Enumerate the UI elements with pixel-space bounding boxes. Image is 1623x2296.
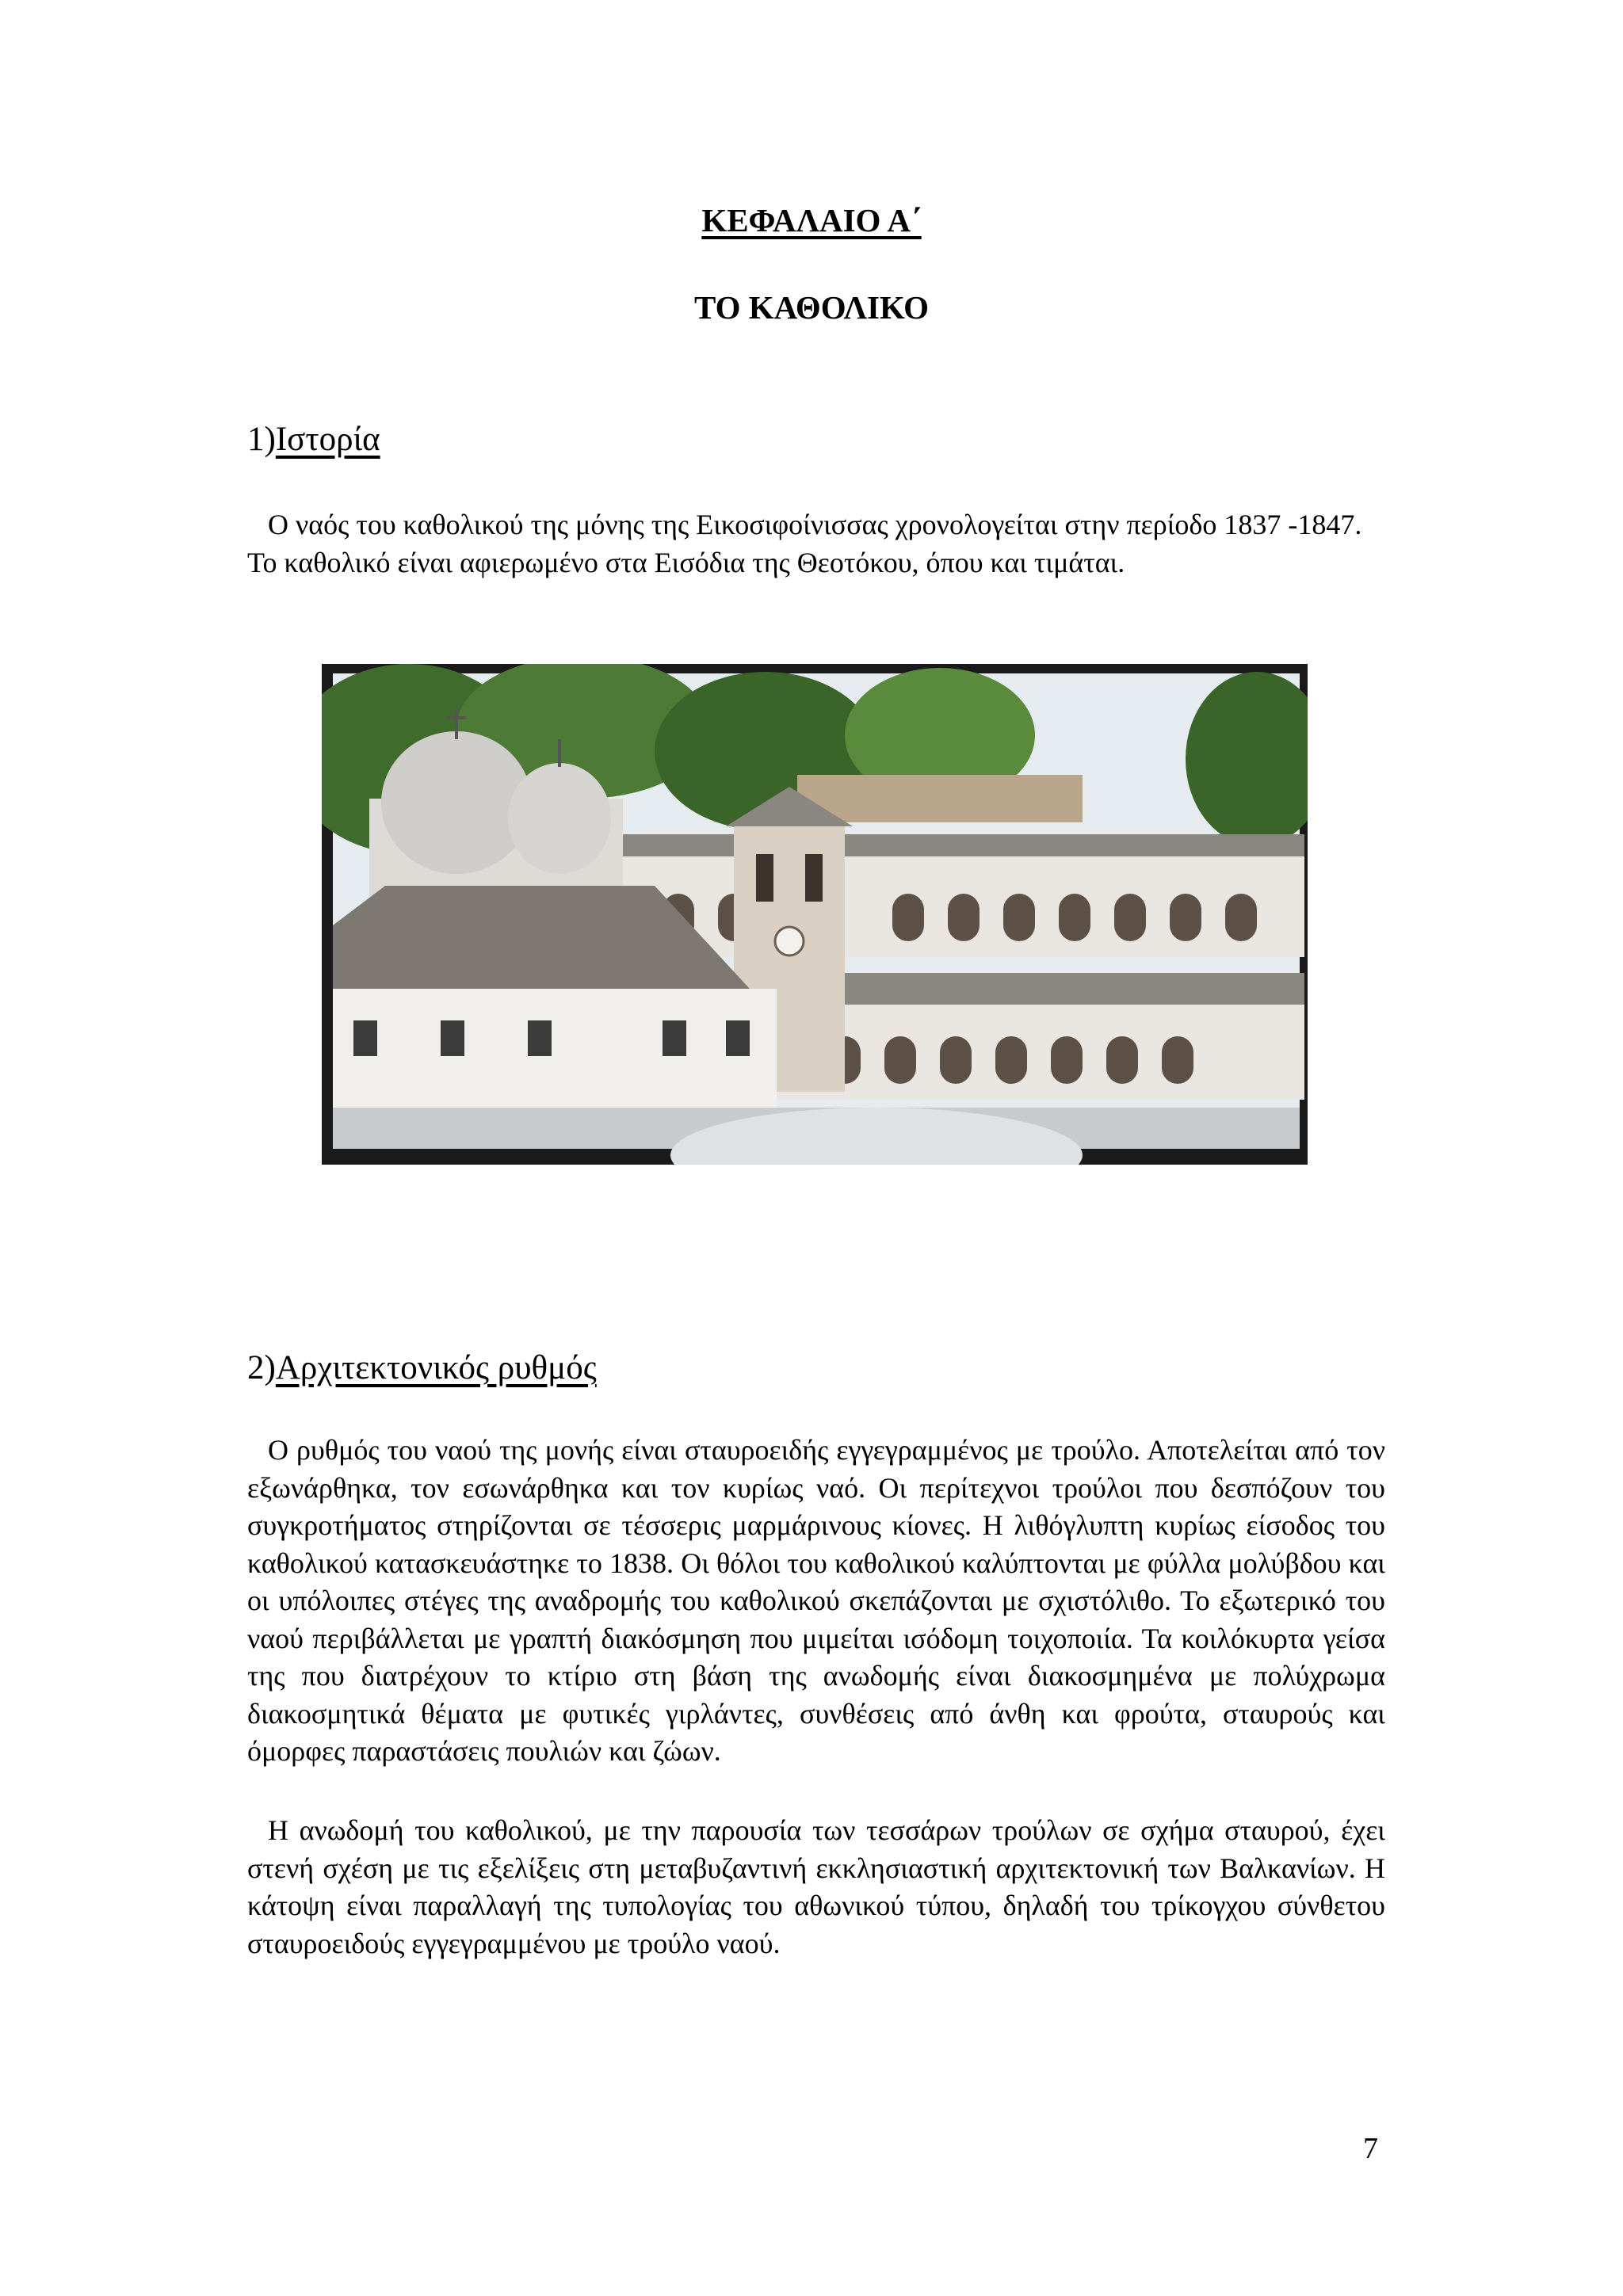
section-heading-history <box>247 420 380 459</box>
section-number: 2) <box>247 1349 276 1386</box>
chapter-title: ΚΕΦΑΛΑΙΟ Α΄ <box>701 202 922 238</box>
history-paragraph <box>247 506 1385 582</box>
monastery-photo-icon <box>322 664 1308 1165</box>
section-title: Ιστορία <box>275 421 380 458</box>
section-title: Αρχιτεκτονικός ρυθμός <box>275 1349 597 1386</box>
architecture-paragraph-1 <box>247 1432 1385 1771</box>
section-number: 1) <box>247 421 276 458</box>
page-number: 7 <box>1363 2132 1378 2165</box>
architecture-paragraph-2 <box>247 1812 1385 1962</box>
history-paragraph-text: Ο ναός του καθολικού της μόνης της Εικοσιφοίνισσας χρονολογείται στην περίοδο 1837 -1847. Το καθολικό είναι αφιερωμένο στα Εισόδια της Θεοτόκου, όπου και τιμάται. <box>247 509 1362 578</box>
section-heading-architecture <box>247 1348 597 1387</box>
architecture-paragraph-2-text: Η ανωδομή του καθολικού, με την παρουσία των τεσσάρων τρούλων σε σχήμα σταυρού, έχει στενή σχέση με τις εξελίξεις στη μεταβυζαντινή εκκλησιαστική αρχιτεκτονική των Βαλκανίων. Η κάτοψη είναι παραλλαγή της τυπολογίας του αθωνικού τύπου, δηλαδή του τρίκογχου σύνθετου σταυροειδούς εγγεγραμμένου με τρούλο ναού. <box>247 1814 1385 1959</box>
chapter-subtitle: ΤΟ ΚΑΘΟΛΙΚΟ <box>693 289 929 326</box>
architecture-paragraph-1-text: Ο ρυθμός του ναού της μονής είναι σταυροειδής εγγεγραμμένος με τρούλο. Αποτελείται από τον εξωνάρθηκα, τον εσωνάρθηκα και τον κυρίως ναό. Οι περίτεχνοι τρούλοι που δεσπόζουν του συγκροτήματος στηρίζονται σε τέσσερις μαρμάρινους κίονες. Η λιθόγλυπτη κυρίως είσοδος του καθολικού κατασκευάστηκε το 1838. Οι θόλοι του καθολικού καλύπτονται με φύλλα μολύβδου και οι υπόλοιπες στέγες της αναδρομής του καθολικού σκεπάζονται με σχιστόλιθο. Το εξωτερικό του ναού περιβάλλεται με γραπτή διακόσμηση που μιμείται ισόδομη τοιχοποιία. Τα κοιλόκυρτα γείσα της που διατρέχουν το κτίριο στη βάση της ανωδομής είναι διακοσμημένα με πολύχρωμα διακοσμητικά θέματα με φυτικές γιρλάντες, συνθέσεις από άνθη και φρούτα, σταυρούς και όμορφες παραστάσεις πουλιών και ζώων. <box>247 1434 1385 1767</box>
monastery-photo <box>322 664 1308 1165</box>
